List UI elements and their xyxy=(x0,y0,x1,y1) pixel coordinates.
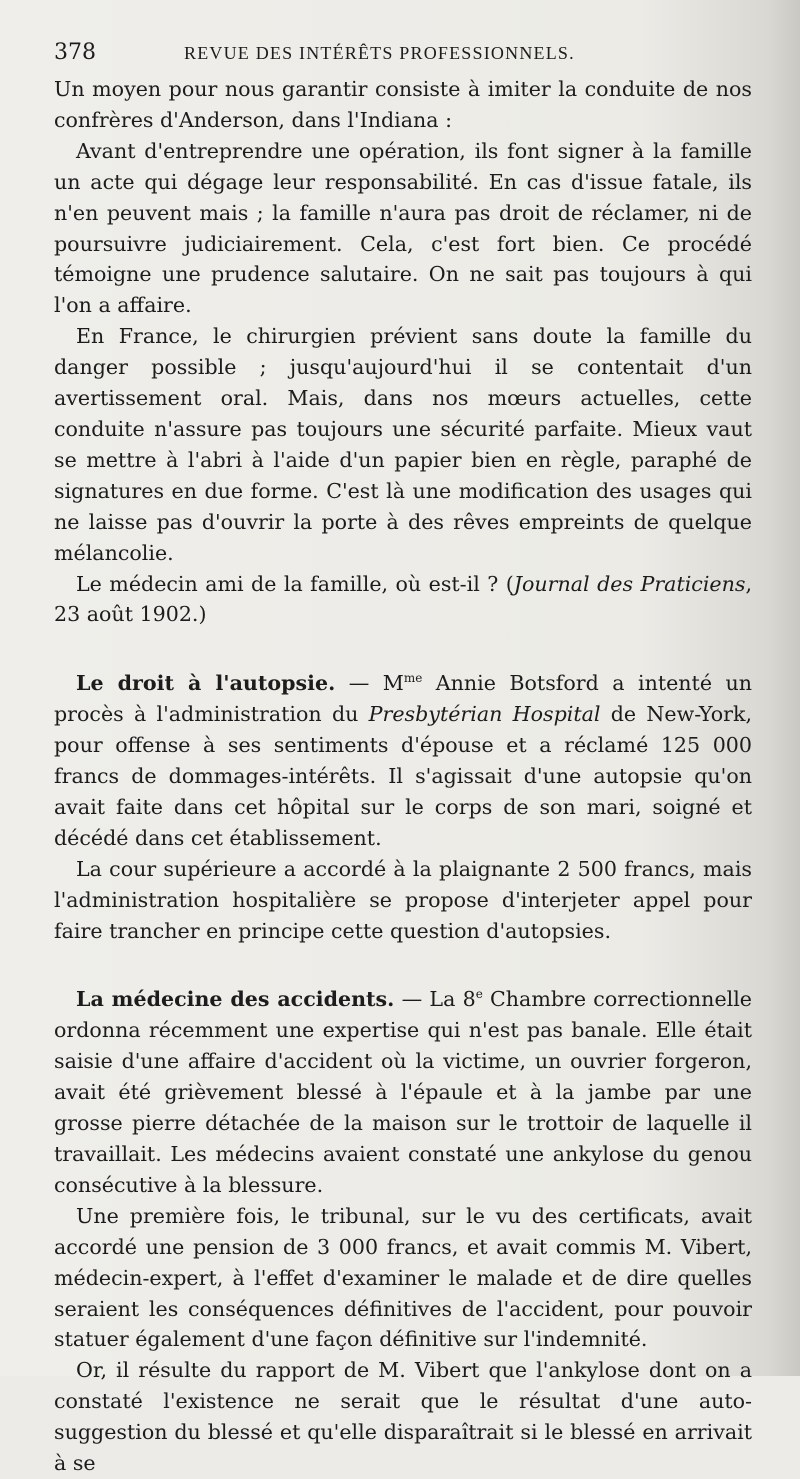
section-autopsie xyxy=(54,668,752,946)
section-heading: Le droit à l'autopsie. xyxy=(76,671,336,696)
section-accidents xyxy=(54,984,752,1479)
journal-title: Journal des Praticiens xyxy=(513,571,746,596)
page-body xyxy=(54,74,752,1479)
section-heading: La médecine des accidents. xyxy=(76,987,395,1012)
running-head xyxy=(54,40,752,74)
running-title: REVUE DES INTÉRÊTS PROFESSIONNELS. xyxy=(184,43,575,63)
heading-dash: — La 8 xyxy=(394,987,476,1012)
paragraph: En France, le chirurgien prévient sans doute la famille du danger possible ; jusqu'aujourd'hui il se contentait d'un avertissement oral. Mais, dans nos mœurs actuelles, cette conduite n'assure pas toujours une sécurité parfaite. Mieux vaut se mettre à l'abri à l'aide d'un papier bien en règle, paraphé de signatures en due forme. C'est là une modification des usages qui ne laisse pas d'ouvrir la porte à des rêves empreints de quelque mélancolie. xyxy=(54,324,752,565)
paragraph xyxy=(54,984,752,1200)
citation-text: Le médecin ami de la famille, où est-il ? ( xyxy=(76,571,514,596)
paragraph: La cour supérieure a accordé à la plaignante 2 500 francs, mais l'administration hospitalière se propose d'interjeter appel pour faire trancher en principe cette question d'autopsies. xyxy=(54,856,752,943)
paragraph: Une première fois, le tribunal, sur le vu des certificats, avait accordé une pension de 3 000 francs, et avait commis M. Vibert, médecin-expert, à l'effet d'examiner le malade et de dire quelles seraient les conséquences définitives de l'accident, pour pouvoir statuer également d'une façon définitive sur l'indemnité. xyxy=(54,1203,752,1352)
paragraph: Or, il résulte du rapport de M. Vibert que l'ankylose dont on a constaté l'existence ne serait que le résultat d'une auto-suggestion du blessé et qu'elle disparaîtrait si le blessé en arrivait à se xyxy=(54,1358,752,1476)
paragraph-citation xyxy=(54,569,752,631)
paragraph-text: de New-York, pour offense à ses sentiments d'épouse et a réclamé 125 000 francs de dommages-intérêts. Il s'agissait d'une autopsie qu'on avait faite dans cet hôpital sur le corps de son mari, soigné et décédé dans cet établissement. xyxy=(54,702,752,850)
ordinal-superscript: e xyxy=(475,987,483,1002)
paragraph xyxy=(54,668,752,853)
citation-date: , 23 août 1902.) xyxy=(54,571,752,627)
hospital-name: Presbytérian Hospital xyxy=(368,702,601,727)
paragraph: Avant d'entreprendre une opération, ils font signer à la famille un acte qui dégage leur responsabilité. En cas d'issue fatale, ils n'en peuvent mais ; la famille n'aura pas droit de réclamer, ni de poursuivre judiciairement. Cela, c'est fort bien. Ce procédé témoigne une prudence salutaire. On ne sait pas toujours à qui l'on a affaire. xyxy=(54,138,752,318)
paragraph: Un moyen pour nous garantir consiste à imiter la conduite de nos confrères d'Anderson, dans l'Indiana : xyxy=(54,77,752,132)
page-number: 378 xyxy=(54,40,96,65)
honorific-superscript: me xyxy=(403,671,423,686)
paragraph-text: Annie Botsford a intenté un procès à l'administration du xyxy=(54,671,752,727)
heading-dash: — M xyxy=(335,671,404,696)
paragraph-text: Chambre correctionnelle ordonna récemment une expertise qui n'est pas banale. Elle était saisie d'une affaire d'accident où la victime, un ouvrier forgeron, avait été grièvement blessé à l'épaule et à la jambe par une grosse pierre détachée de la maison sur le trottoir de laquelle il travaillait. Les médecins avaient constaté une ankylose du genou consécutive à la blessure. xyxy=(54,987,752,1197)
